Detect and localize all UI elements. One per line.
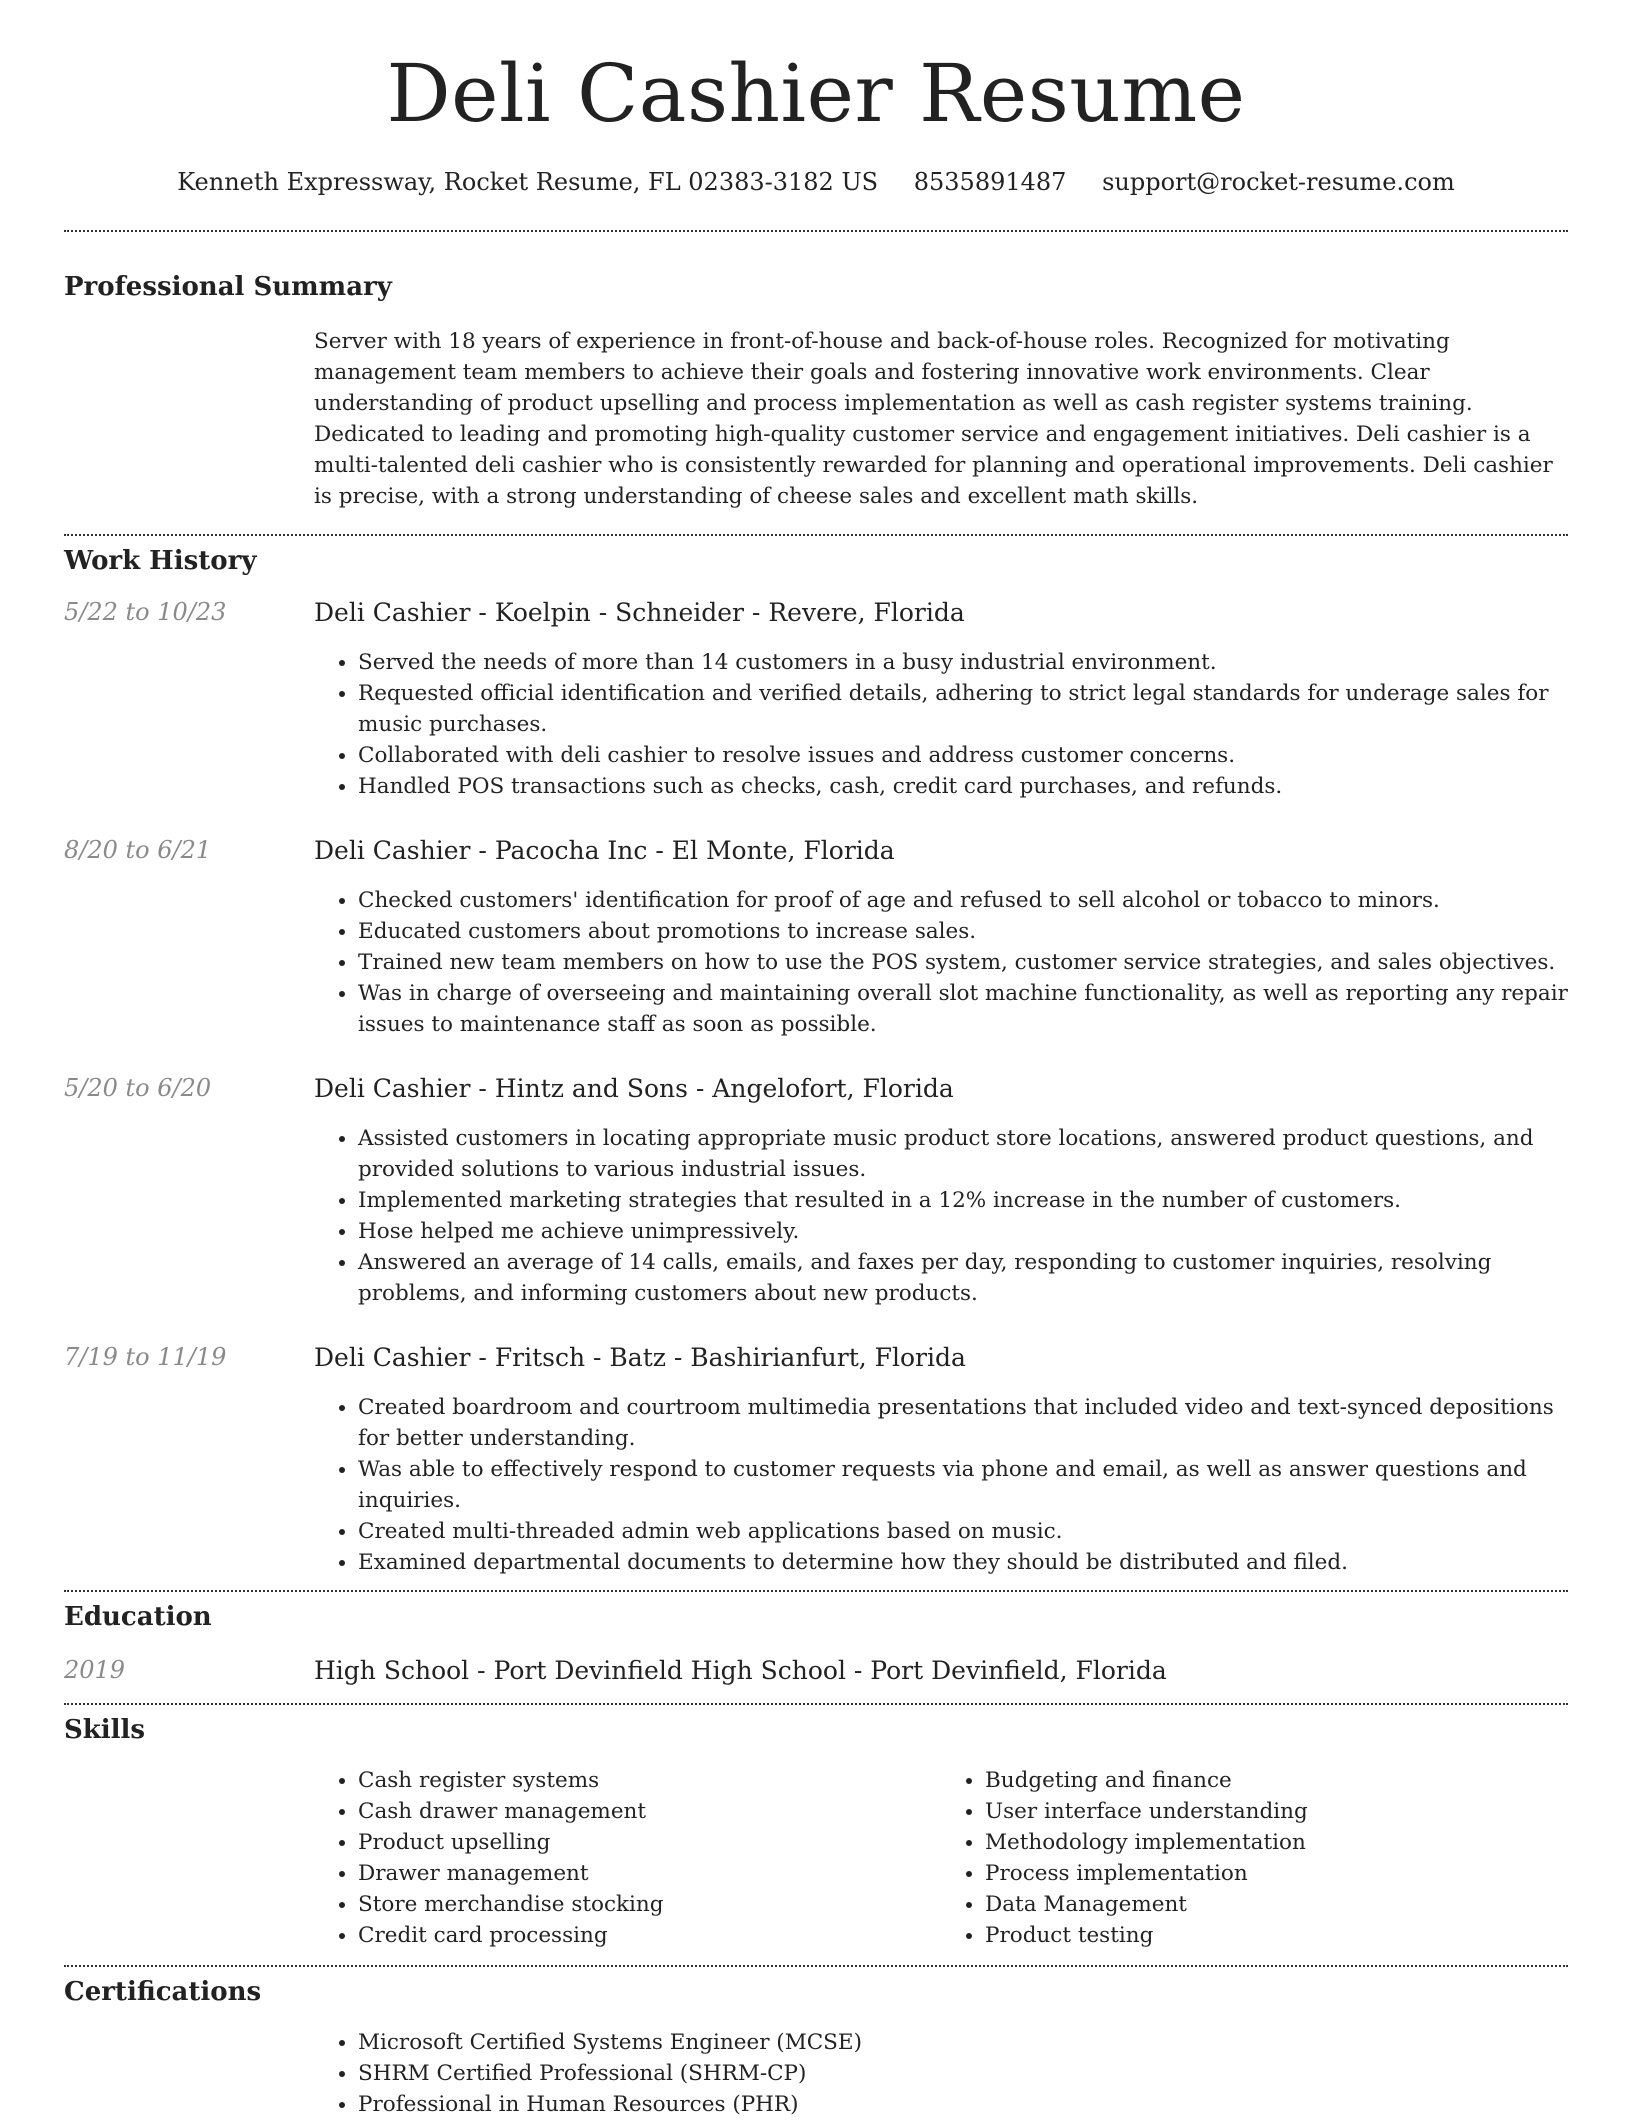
education-heading: Education bbox=[64, 1602, 212, 1632]
education-entry bbox=[64, 1656, 1568, 1685]
job-bullet: • Was in charge of overseeing and maintaining overall slot machine functionality, as well as reporting any repair issues to maintenance staff as soon as possible. bbox=[358, 978, 1568, 1040]
skills-heading: Skills bbox=[64, 1715, 146, 1745]
job-bullet: • Answered an average of 14 calls, emails, and faxes per day, responding to customer inquiries, resolving problems, and informing customers about new products. bbox=[358, 1247, 1568, 1309]
divider bbox=[64, 1590, 1568, 1592]
job-dates: 7/19 to 11/19 bbox=[64, 1343, 227, 1371]
education-content bbox=[314, 1656, 1568, 1685]
job-title: Deli Cashier - Koelpin - Schneider - Revere, Florida bbox=[314, 598, 965, 627]
divider bbox=[64, 230, 1568, 232]
job-content bbox=[314, 836, 1568, 1040]
job-title: Deli Cashier - Hintz and Sons - Angelofort, Florida bbox=[314, 1074, 954, 1103]
job-entry bbox=[64, 1074, 1568, 1309]
job-bullets bbox=[314, 647, 1568, 802]
job-title: Deli Cashier - Fritsch - Batz - Bashirianfurt, Florida bbox=[314, 1343, 966, 1372]
job-bullet: • Assisted customers in locating appropriate music product store locations, answered product questions, and provided solutions to various industrial issues. bbox=[358, 1123, 1568, 1185]
job-bullet: • Implemented marketing strategies that resulted in a 12% increase in the number of customers. bbox=[358, 1185, 1568, 1216]
skill-item: • Drawer management bbox=[358, 1858, 941, 1889]
job-dates: 5/22 to 10/23 bbox=[64, 598, 227, 626]
job-bullet: • Served the needs of more than 14 customers in a busy industrial environment. bbox=[358, 647, 1568, 678]
job-bullets bbox=[314, 1123, 1568, 1309]
job-dates: 8/20 to 6/21 bbox=[64, 836, 212, 864]
job-bullets bbox=[314, 885, 1568, 1040]
skill-item: • Store merchandise stocking bbox=[358, 1889, 941, 1920]
contact-email: support@rocket-resume.com bbox=[1102, 168, 1455, 196]
job-bullet: • Handled POS transactions such as checks, cash, credit card purchases, and refunds. bbox=[358, 771, 1568, 802]
certification-item: • SHRM Certified Professional (SHRM-CP) bbox=[358, 2058, 1568, 2089]
skill-item: • User interface understanding bbox=[985, 1796, 1568, 1827]
contact-line bbox=[64, 168, 1568, 196]
certifications-heading: Certifications bbox=[64, 1977, 262, 2007]
contact-address: Kenneth Expressway, Rocket Resume, FL 02383-3182 US bbox=[177, 168, 879, 196]
job-bullet: • Created multi-threaded admin web applications based on music. bbox=[358, 1516, 1568, 1547]
certification-item: • Microsoft Certified Systems Engineer (MCSE) bbox=[358, 2027, 1568, 2058]
skills-columns bbox=[314, 1765, 1568, 1951]
job-bullet: • Requested official identification and verified details, adhering to strict legal standards for underage sales for music purchases. bbox=[358, 678, 1568, 740]
summary-heading: Professional Summary bbox=[64, 272, 392, 302]
certifications-entry bbox=[64, 2027, 1568, 2120]
job-entry bbox=[64, 1343, 1568, 1578]
education-year: 2019 bbox=[64, 1656, 126, 1684]
skills-left-list bbox=[314, 1765, 941, 1951]
skill-item: • Process implementation bbox=[985, 1858, 1568, 1889]
certification-item: • Professional in Human Resources (PHR) bbox=[358, 2089, 1568, 2120]
job-bullet: • Was able to effectively respond to customer requests via phone and email, as well as answer questions and inquiries. bbox=[358, 1454, 1568, 1516]
skill-item: • Cash drawer management bbox=[358, 1796, 941, 1827]
job-bullet: • Examined departmental documents to determine how they should be distributed and filed. bbox=[358, 1547, 1568, 1578]
job-bullet: • Collaborated with deli cashier to resolve issues and address customer concerns. bbox=[358, 740, 1568, 771]
job-content bbox=[314, 1074, 1568, 1309]
skill-item: • Product testing bbox=[985, 1920, 1568, 1951]
certifications-list bbox=[314, 2027, 1568, 2120]
job-bullet: • Hose helped me achieve unimpressively. bbox=[358, 1216, 1568, 1247]
job-content bbox=[314, 1343, 1568, 1578]
job-bullet: • Created boardroom and courtroom multimedia presentations that included video and text-synced depositions for better understanding. bbox=[358, 1392, 1568, 1454]
job-bullet: • Educated customers about promotions to increase sales. bbox=[358, 916, 1568, 947]
divider bbox=[64, 1965, 1568, 1967]
summary-text: Server with 18 years of experience in front-of-house and back-of-house roles. Recognized for motivating management team members to achieve their goals and fostering innovative work environments. Clear understanding of product upselling and process implementation as well as cash register systems training. Dedicated to leading and promoting high-quality customer service and engagement initiatives. Deli cashier is a multi-talented deli cashier who is consistently rewarded for planning and operational improvements. Deli cashier is precise, with a strong understanding of cheese sales and excellent math skills. bbox=[314, 329, 1553, 509]
skill-item: • Credit card processing bbox=[358, 1920, 941, 1951]
job-entry bbox=[64, 836, 1568, 1040]
job-entry bbox=[64, 598, 1568, 802]
divider bbox=[64, 1703, 1568, 1705]
skills-right-list bbox=[941, 1765, 1568, 1951]
education-school: High School - Port Devinfield High School - Port Devinfield, Florida bbox=[314, 1656, 1167, 1685]
skill-item: • Data Management bbox=[985, 1889, 1568, 1920]
job-dates: 5/20 to 6/20 bbox=[64, 1074, 212, 1102]
contact-phone: 8535891487 bbox=[913, 168, 1067, 196]
job-bullet: • Trained new team members on how to use the POS system, customer service strategies, and sales objectives. bbox=[358, 947, 1568, 978]
skill-item: • Product upselling bbox=[358, 1827, 941, 1858]
job-bullet: • Checked customers' identification for proof of age and refused to sell alcohol or tobacco to minors. bbox=[358, 885, 1568, 916]
divider bbox=[64, 534, 1568, 536]
job-bullets bbox=[314, 1392, 1568, 1578]
job-title: Deli Cashier - Pacocha Inc - El Monte, Florida bbox=[314, 836, 895, 865]
work-history-heading: Work History bbox=[64, 546, 257, 576]
skill-item: • Budgeting and finance bbox=[985, 1765, 1568, 1796]
resume-title: Deli Cashier Resume bbox=[386, 47, 1246, 140]
job-content bbox=[314, 598, 1568, 802]
skill-item: • Cash register systems bbox=[358, 1765, 941, 1796]
skill-item: • Methodology implementation bbox=[985, 1827, 1568, 1858]
